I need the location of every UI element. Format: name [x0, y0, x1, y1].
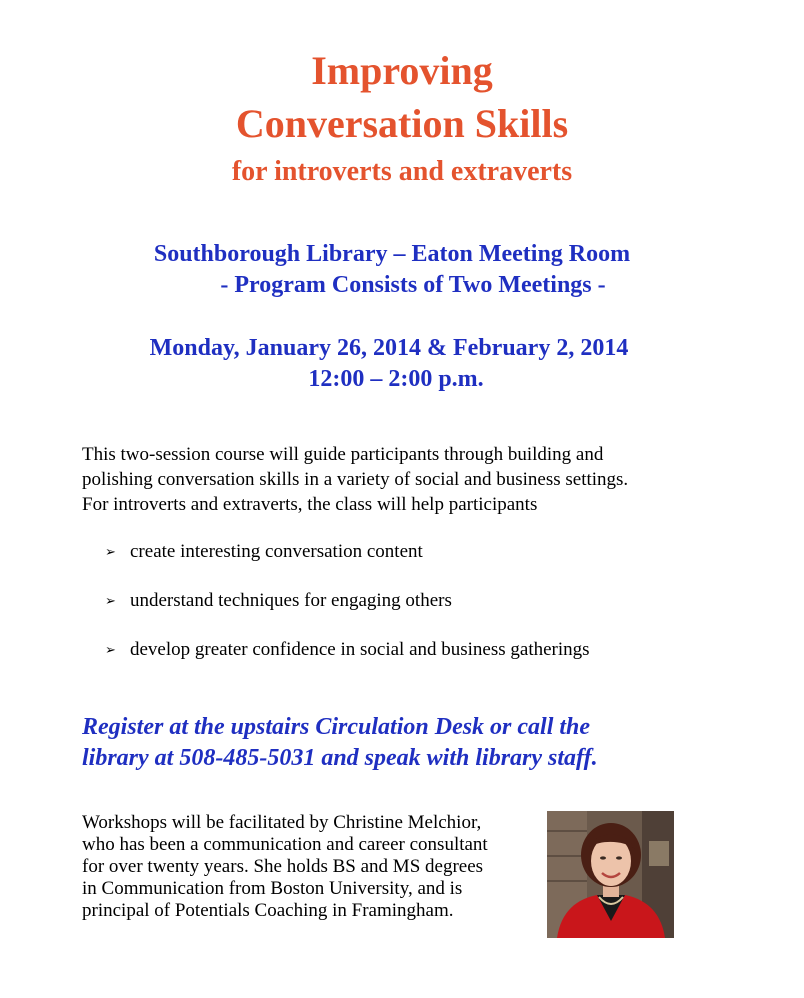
- arrow-bullet-icon: ➢: [105, 545, 116, 560]
- bio-line: for over twenty years. She holds BS and MS degrees: [82, 856, 484, 877]
- benefits-list: [105, 539, 590, 686]
- list-item-text: develop greater confidence in social and business gatherings: [130, 639, 590, 660]
- list-item-text: create interesting conversation content: [130, 541, 423, 562]
- bio-line: principal of Potentials Coaching in Framingham.: [82, 900, 454, 921]
- list-item-text: understand techniques for engaging others: [130, 590, 452, 611]
- registration-line: library at 508-485-5031 and speak with library staff.: [82, 745, 598, 771]
- title-line-2: Conversation Skills: [235, 101, 569, 146]
- list-item: [105, 588, 590, 637]
- title-line-1: Improving: [311, 48, 493, 93]
- description-line: This two-session course will guide participants through building and: [82, 444, 604, 465]
- bio-line: Workshops will be facilitated by Christine Melchior,: [82, 812, 482, 833]
- bio-line: in Communication from Boston University, and is: [82, 878, 463, 899]
- subtitle: for introverts and extraverts: [231, 156, 573, 187]
- program-note: - Program Consists of Two Meetings -: [220, 272, 606, 298]
- event-time: 12:00 – 2:00 p.m.: [308, 366, 484, 392]
- description-line: For introverts and extraverts, the class will help participants: [82, 494, 538, 515]
- registration-info: [82, 712, 762, 774]
- event-dates: Monday, January 26, 2014 & February 2, 2014: [149, 335, 629, 361]
- registration-line: Register at the upstairs Circulation Desk or call the: [82, 714, 591, 740]
- list-item: [105, 539, 590, 588]
- facilitator-photo: [547, 811, 674, 938]
- course-description: [82, 442, 722, 517]
- arrow-bullet-icon: ➢: [105, 643, 116, 658]
- list-item: [105, 637, 590, 686]
- arrow-bullet-icon: ➢: [105, 594, 116, 609]
- facilitator-bio: [82, 812, 542, 922]
- bio-line: who has been a communication and career consultant: [82, 834, 488, 855]
- description-line: polishing conversation skills in a variety of social and business settings.: [82, 469, 629, 490]
- venue: Southborough Library – Eaton Meeting Room: [153, 241, 631, 267]
